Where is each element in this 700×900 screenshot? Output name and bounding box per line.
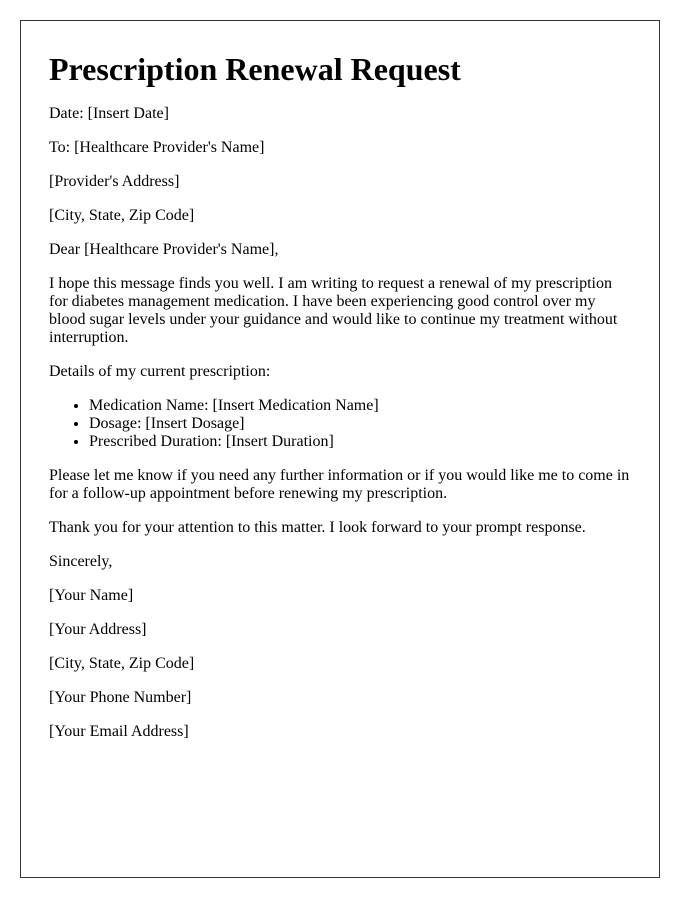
body-followup-paragraph: Please let me know if you need any further information or if you would like me to come in for a follow-up appointment before renewing my prescription. xyxy=(49,467,630,502)
sender-email: [Your Email Address] xyxy=(49,723,189,740)
salutation: Dear [Healthcare Provider's Name], xyxy=(49,241,279,258)
sender-city-state-zip: [City, State, Zip Code] xyxy=(49,655,195,672)
details-heading: Details of my current prescription: xyxy=(49,363,271,380)
recipient-line: To: [Healthcare Provider's Name] xyxy=(49,139,265,156)
provider-city-state-zip: [City, State, Zip Code] xyxy=(49,207,195,224)
date-line: Date: [Insert Date] xyxy=(49,105,169,122)
letter-page xyxy=(20,20,660,878)
letter-title: Prescription Renewal Request xyxy=(49,51,461,87)
sender-phone: [Your Phone Number] xyxy=(49,689,192,706)
body-intro-paragraph: I hope this message finds you well. I am writing to request a renewal of my prescription for diabetes management medication. I have been experiencing good control over my blood sugar levels under your guidance and would like to continue my treatment without interruption. xyxy=(49,275,618,346)
detail-prescribed-duration: • Prescribed Duration: [Insert Duration] xyxy=(89,433,631,451)
sender-name: [Your Name] xyxy=(49,587,134,604)
detail-medication-name: • Medication Name: [Insert Medication Name] xyxy=(89,397,631,415)
prescription-details-list xyxy=(49,397,631,451)
sender-address: [Your Address] xyxy=(49,621,147,638)
detail-dosage: • Dosage: [Insert Dosage] xyxy=(89,415,631,433)
provider-address: [Provider's Address] xyxy=(49,173,180,190)
closing: Sincerely, xyxy=(49,553,113,570)
body-thanks-paragraph: Thank you for your attention to this matter. I look forward to your prompt response. xyxy=(49,519,586,536)
